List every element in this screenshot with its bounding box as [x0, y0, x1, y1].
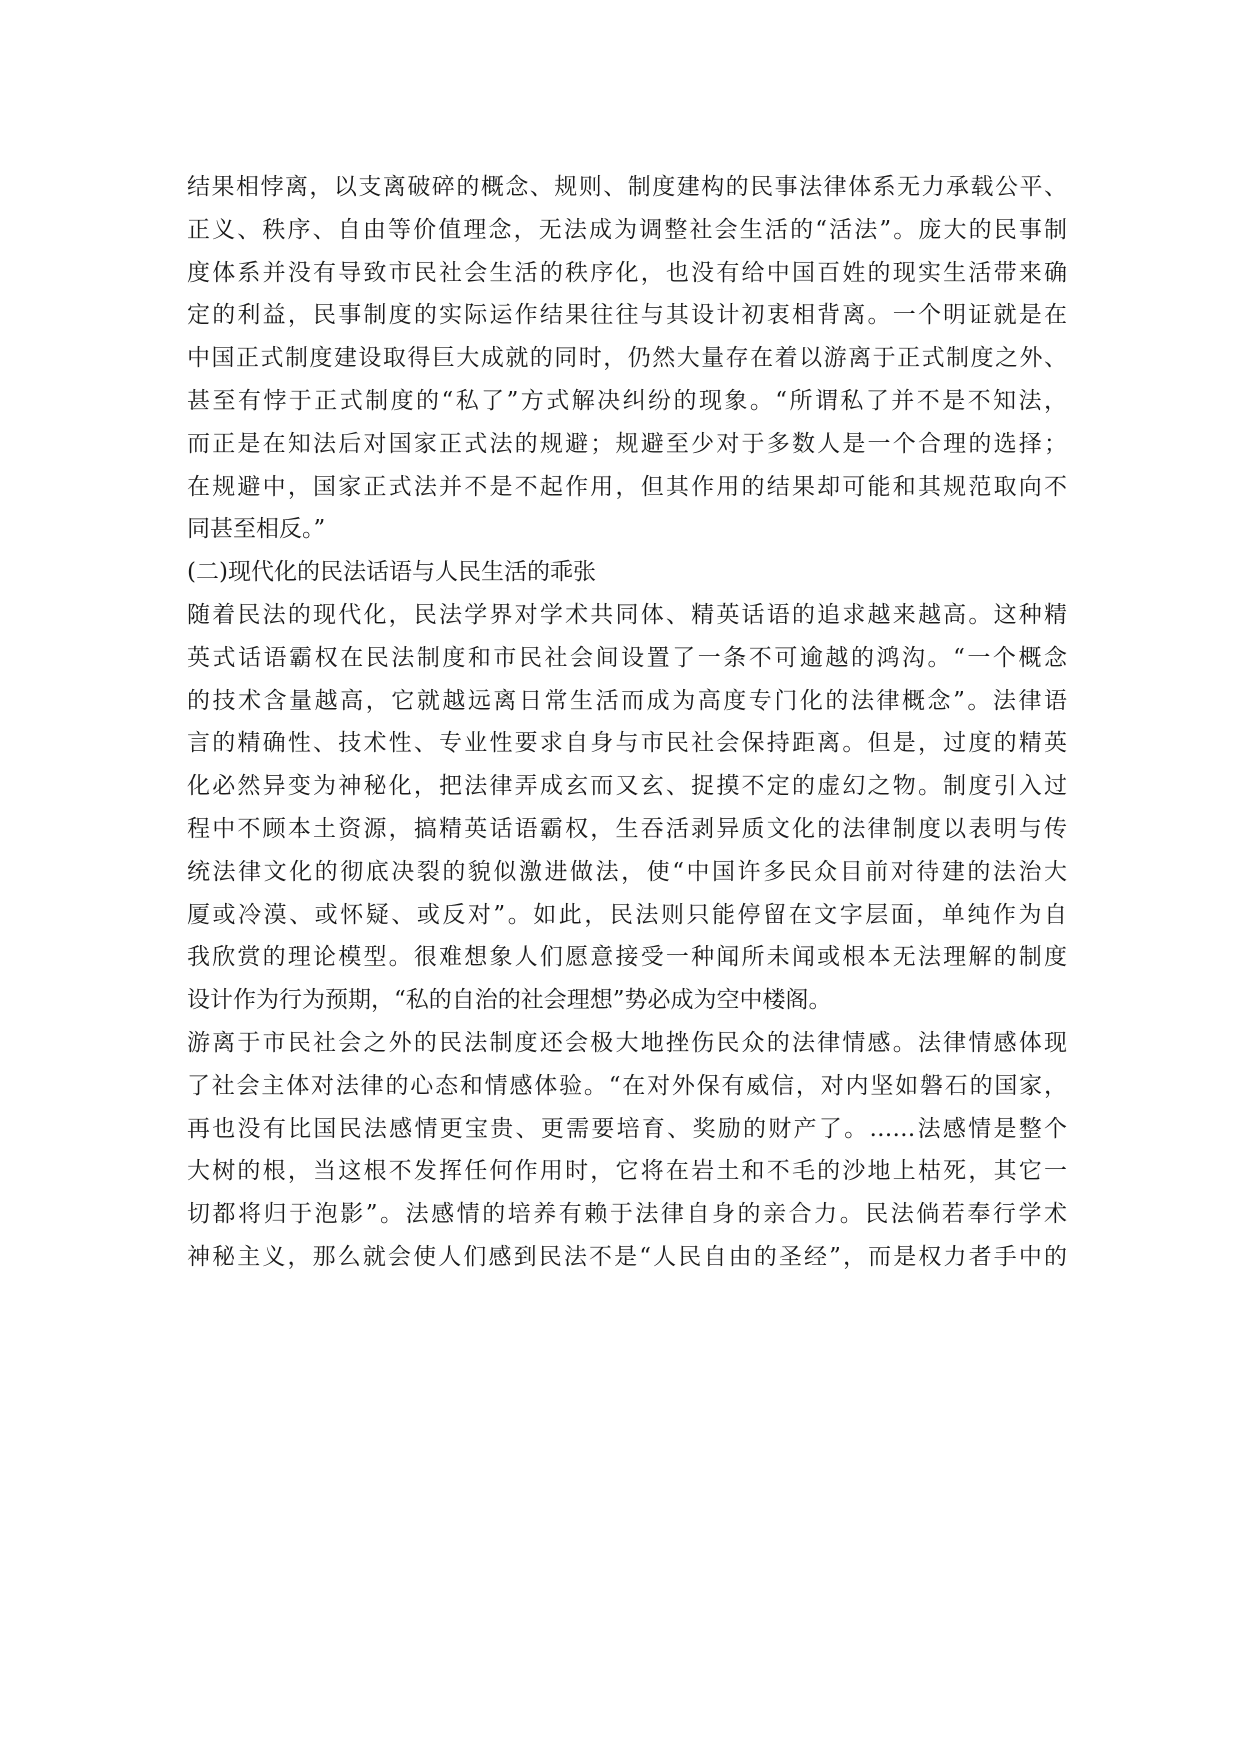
text-line: 甚至有悖于正式制度的“私了”方式解决纠纷的现象。“所谓私了并不是不知法， — [187, 387, 1067, 414]
text-line: 中国正式制度建设取得巨大成就的同时，仍然大量存在着以游离于正式制度之外、 — [187, 345, 1067, 372]
text-line: 神秘主义，那么就会使人们感到民法不是“人民自由的圣经”，而是权力者手中的 — [187, 1243, 1067, 1270]
text-line: 了社会主体对法律的心态和情感体验。“在对外保有威信，对内坚如磐石的国家， — [187, 1072, 1067, 1099]
text-line: 统法律文化的彻底决裂的貌似激进做法，使“中国许多民众目前对待建的法治大 — [187, 858, 1067, 885]
body-text — [187, 166, 1067, 1279]
text-line: 我欣赏的理论模型。很难想象人们愿意接受一种闻所未闻或根本无法理解的制度 — [187, 944, 1067, 971]
section-heading: (二)现代化的民法话语与人民生活的乖张 — [187, 559, 596, 586]
text-line: 在规避中，国家正式法并不是不起作用，但其作用的结果却可能和其规范取向不 — [187, 473, 1067, 500]
text-line: 言的精确性、技术性、专业性要求自身与市民社会保持距离。但是，过度的精英 — [187, 730, 1067, 757]
text-line: 度体系并没有导致市民社会生活的秩序化，也没有给中国百姓的现实生活带来确 — [187, 259, 1067, 286]
text-line: 厦或冷漠、或怀疑、或反对”。如此，民法则只能停留在文字层面，单纯作为自 — [187, 901, 1067, 928]
text-line: 正义、秩序、自由等价值理念，无法成为调整社会生活的“活法”。庞大的民事制 — [187, 216, 1067, 243]
text-line: 再也没有比国民法感情更宝贵、更需要培育、奖励的财产了。……法感情是整个 — [187, 1115, 1067, 1142]
text-line: 同甚至相反。” — [187, 516, 326, 543]
text-line: 结果相悖离，以支离破碎的概念、规则、制度建构的民事法律体系无力承载公平、 — [187, 174, 1067, 200]
text-line: 英式话语霸权在民法制度和市民社会间设置了一条不可逾越的鸿沟。“一个概念 — [187, 644, 1067, 671]
text-line: 的技术含量越高，它就越远离日常生活而成为高度专门化的法律概念”。法律语 — [187, 687, 1067, 714]
text-line: 设计作为行为预期，“私的自治的社会理想”势必成为空中楼阁。 — [187, 987, 832, 1014]
text-line: 随着民法的现代化，民法学界对学术共同体、精英话语的追求越来越高。这种精 — [187, 601, 1067, 628]
text-line: 化必然异变为神秘化，把法律弄成玄而又玄、捉摸不定的虚幻之物。制度引入过 — [187, 773, 1067, 800]
text-line: 定的利益，民事制度的实际运作结果往往与其设计初衷相背离。一个明证就是在 — [187, 302, 1067, 329]
text-line: 程中不顾本土资源，搞精英话语霸权，生吞活剥异质文化的法律制度以表明与传 — [187, 815, 1067, 842]
text-line: 而正是在知法后对国家正式法的规避；规避至少对于多数人是一个合理的选择； — [187, 430, 1067, 457]
text-line: 游离于市民社会之外的民法制度还会极大地挫伤民众的法律情感。法律情感体现 — [187, 1029, 1067, 1056]
text-line: 大树的根，当这根不发挥任何作用时，它将在岩土和不毛的沙地上枯死，其它一 — [187, 1158, 1067, 1185]
text-line: 切都将归于泡影”。法感情的培养有赖于法律自身的亲合力。民法倘若奉行学术 — [187, 1201, 1067, 1228]
